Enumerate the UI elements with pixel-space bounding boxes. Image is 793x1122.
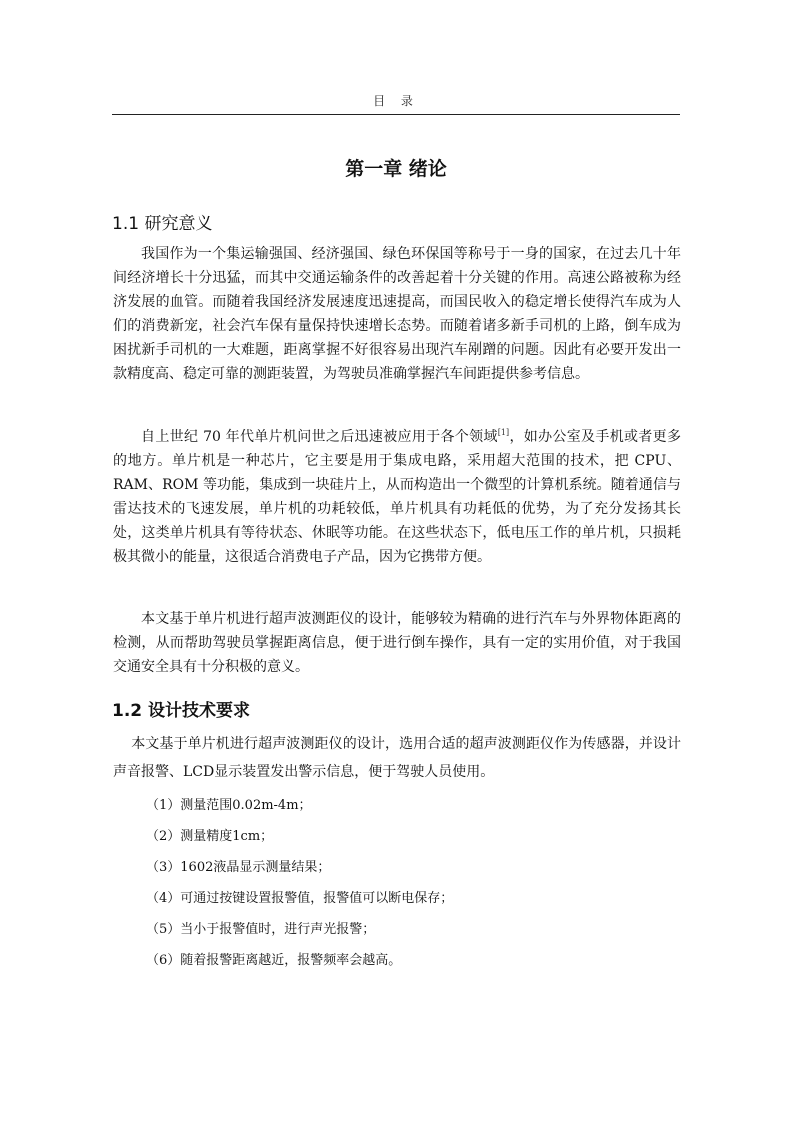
chapter-title: 第一章 绪论 xyxy=(345,158,447,180)
requirement-item: （2）测量精度1cm； xyxy=(146,829,274,844)
paragraph-research-significance-1: 我国作为一个集运输强国、经济强国、绿色环保国等称号于一身的国家，在过去几十年间经济增长十分迅猛，而其中交通运输条件的改善起着十分关键的作用。高速公路被称为经济发展的血管。而随着我国经济发展速度迅速提高，而国民收入的稳定增长使得汽车成为人们的消费新宠，社会汽车保有量保持快速增长态势。而随着诸多新手司机的上路，倒车成为困扰新手司机的一大难题，距离掌握不好很容易出现汽车剐蹭的问题。因此有必要开发出一款精度高、稳定可靠的测距装置，为驾驶员准确掌握汽车间距提供参考信息。 xyxy=(113,246,681,382)
citation-marker: [1] xyxy=(497,428,510,437)
requirement-item: （6）随着报警距离越近，报警频率会越高。 xyxy=(146,953,402,968)
requirement-item: （3）1602液晶显示测量结果； xyxy=(146,860,331,875)
section-1-1-heading: 1.1 研究意义 xyxy=(112,214,213,234)
paragraph-research-significance-3: 本文基于单片机进行超声波测距仪的设计，能够较为精确的进行汽车与外界物体距离的检测，从而帮助驾驶员掌握距离信息，便于进行倒车操作，具有一定的实用价值，对于我国交通安全具有十分积极的意义。 xyxy=(113,611,681,675)
requirement-item: （1）测量范围0.02m-4m； xyxy=(146,798,312,813)
paragraph-design-intro: 本文基于单片机进行超声波测距仪的设计，选用合适的超声波测距仪作为传感器，并设计声音报警、LCD显示装置发出警示信息，便于驾驶人员使用。 xyxy=(113,736,681,780)
requirements-list xyxy=(146,790,453,976)
paragraph-2-text-end: ，如办公室及手机或者更多的地方。单片机是一种芯片，它主要是用于集成电路，采用超大范围的技术，把 CPU、RAM、ROM 等功能，集成到一块硅片上，从而构造出一个微型的计算机系统。随着通信与雷达技术的飞速发展，单片机的功耗较低，单片机具有功耗低的优势，为了充分发扬其长处，这类单片机具有等待状态、休眠等功能。在这些状态下，低电压工作的单片机，只损耗极其微小的能量，这很适合消费电子产品，因为它携带方便。 xyxy=(113,429,681,565)
requirement-item: （5）当小于报警值时，进行声光报警； xyxy=(146,922,376,937)
header-rule xyxy=(112,114,680,115)
paragraph-research-significance-2 xyxy=(113,425,681,569)
paragraph-2-text-start: 自上世纪 70 年代单片机问世之后迅速被应用于各个领域 xyxy=(141,429,498,445)
requirement-item: （4）可通过按键设置报警值，报警值可以断电保存； xyxy=(146,891,454,906)
running-header: 目 录 xyxy=(373,94,419,108)
section-1-2-heading: 1.2 设计技术要求 xyxy=(112,701,251,721)
